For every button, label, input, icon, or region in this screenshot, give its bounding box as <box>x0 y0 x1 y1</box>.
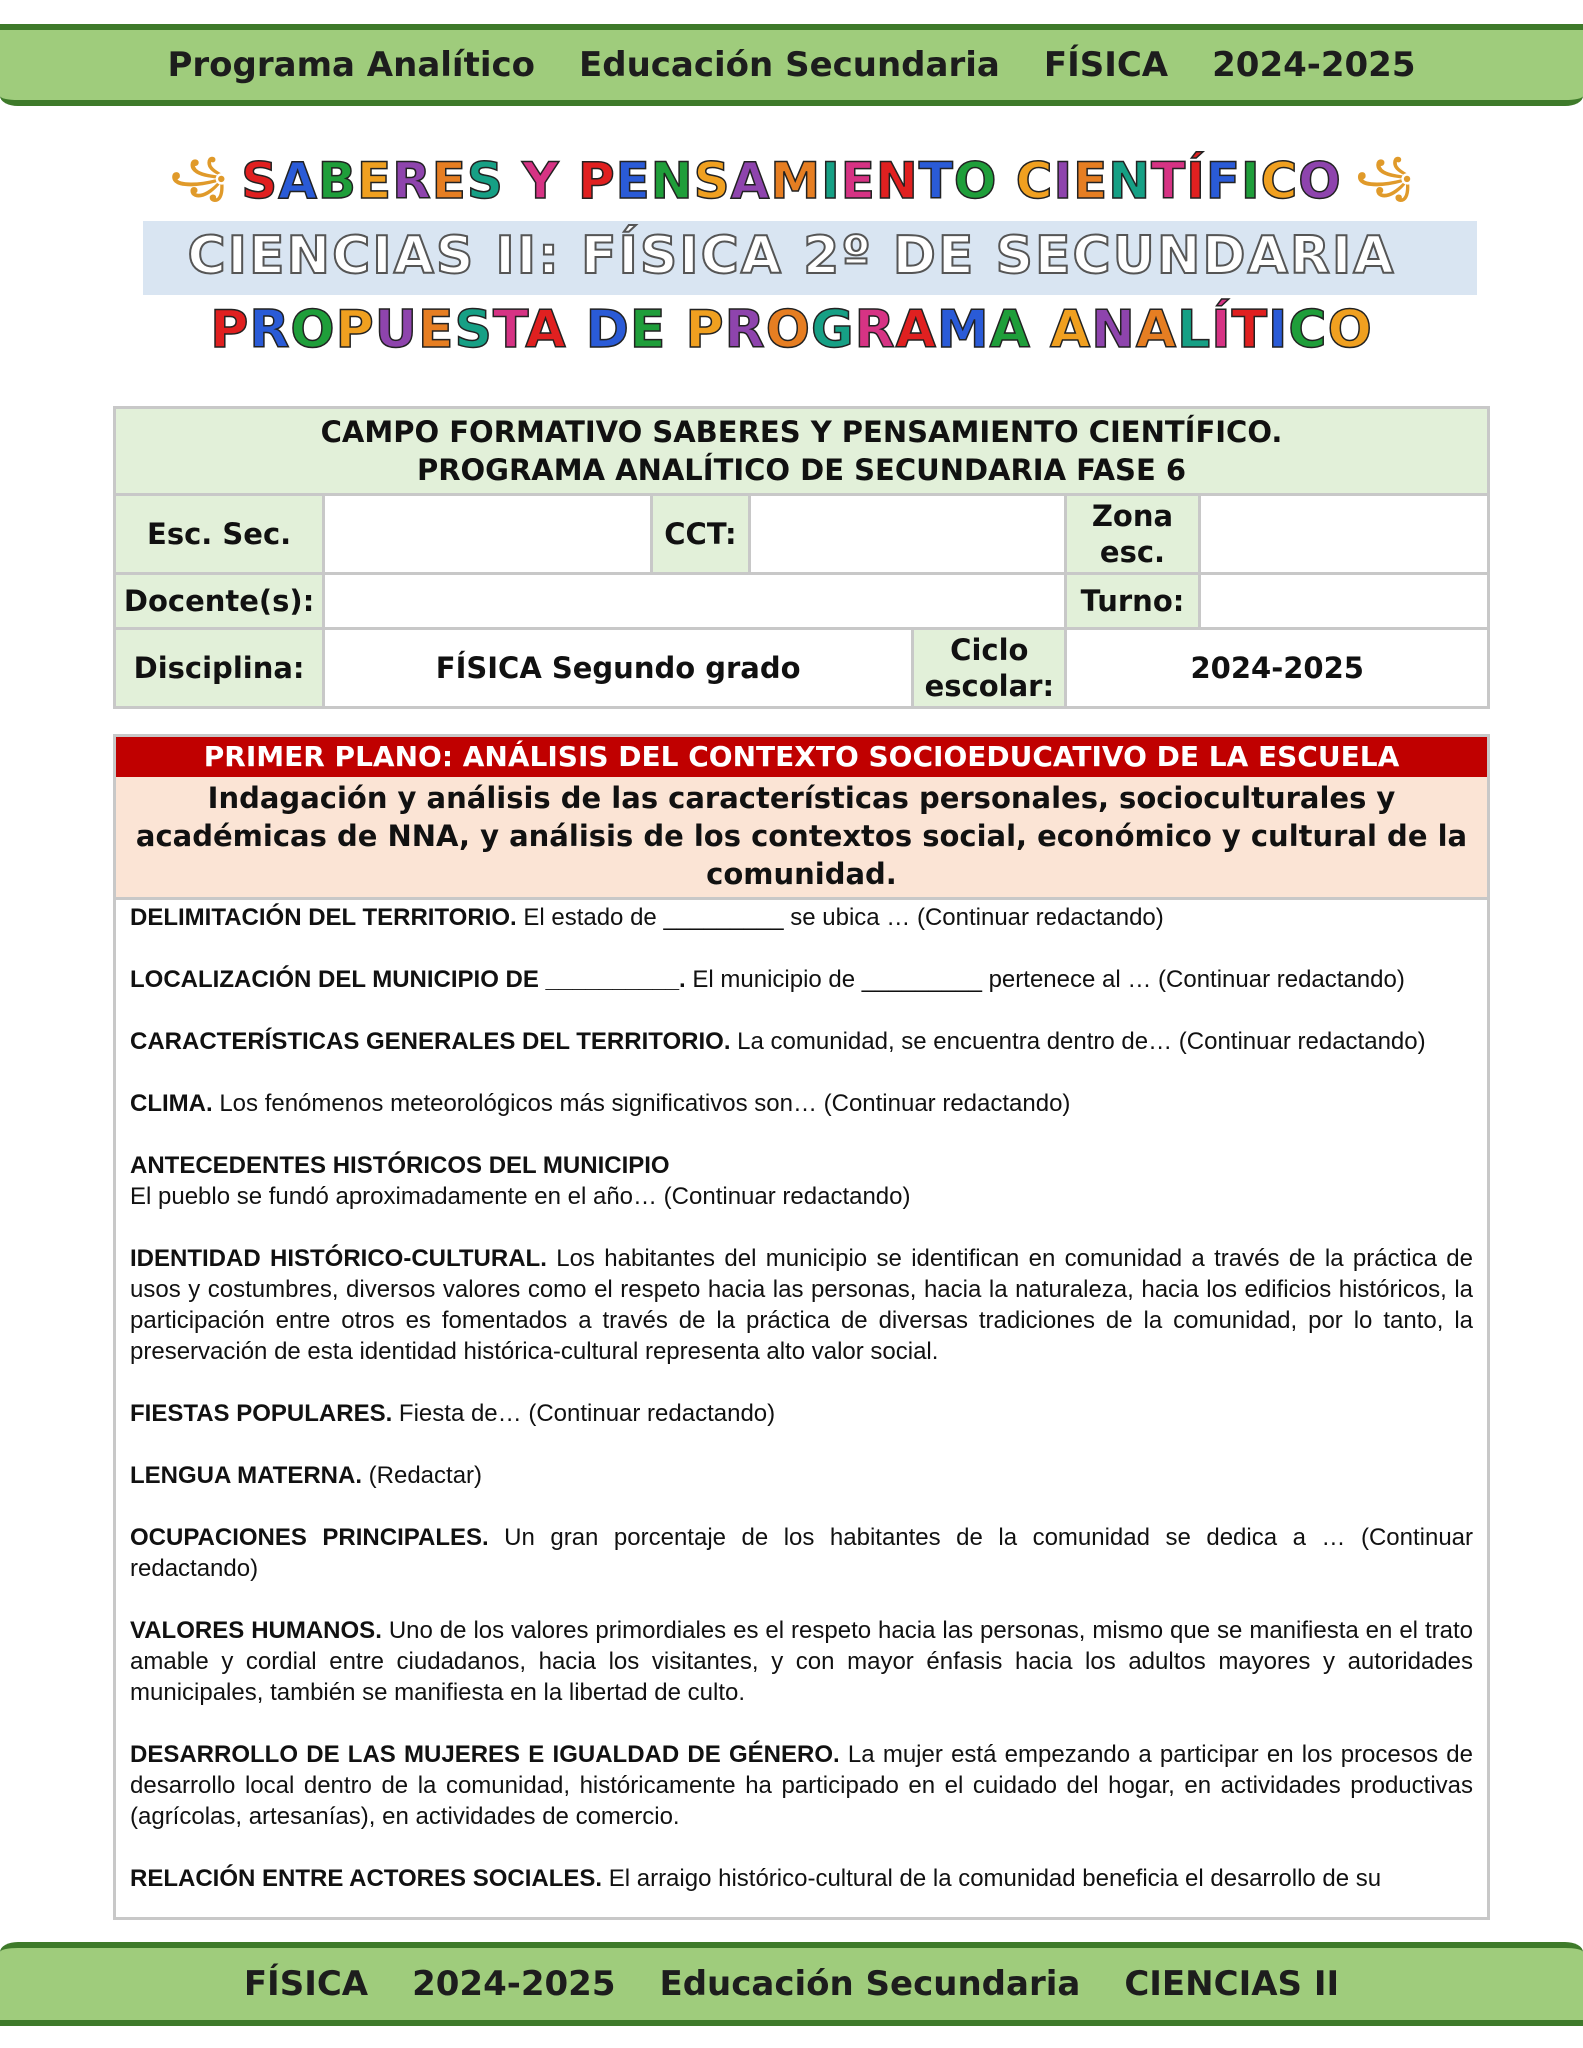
banner-item: Educación Secundaria <box>659 1964 1081 2004</box>
title-letter: A <box>525 300 567 360</box>
paragraph-fiestas <box>130 1398 1473 1429</box>
title-letter: P <box>335 300 375 360</box>
paragraph-lengua <box>130 1460 1473 1491</box>
zona-label-1: Zona <box>1091 499 1174 533</box>
title-letter: S <box>454 300 493 360</box>
title-letter: A <box>730 152 771 210</box>
title-line-1 <box>241 152 1342 210</box>
primer-plano-section <box>113 734 1490 1920</box>
ciclo-label-1: Ciclo <box>950 633 1029 667</box>
title-letter: N <box>650 152 694 210</box>
paragraph-heading: FIESTAS POPULARES. <box>130 1400 393 1427</box>
title-letter: R <box>854 300 896 360</box>
banner-item: 2024-2025 <box>412 1964 616 2004</box>
ciclo-label-2: escolar: <box>924 669 1055 703</box>
title-letter: I <box>1268 300 1289 360</box>
title-letter: N <box>875 152 919 210</box>
top-banner <box>0 24 1583 106</box>
paragraph-mujeres <box>130 1739 1473 1832</box>
title-letter: A <box>1050 300 1092 360</box>
primer-plano-title: PRIMER PLANO: ANÁLISIS DEL CONTEXTO SOCIOEDUCATIVO DE LA ESCUELA <box>116 737 1487 777</box>
ciclo-label <box>914 630 1064 706</box>
title-letter: A <box>895 300 937 360</box>
title-letter <box>504 152 522 210</box>
title-letter: E <box>1073 152 1109 210</box>
title-letter: C <box>1288 300 1328 360</box>
title-letter: N <box>1108 152 1152 210</box>
paragraph-heading: VALORES HUMANOS. <box>130 1617 382 1644</box>
title-letter: E <box>357 152 393 210</box>
primer-plano-subtitle: Indagación y análisis de las características personales, socioculturales y académicas de NNA, y análisis de los contextos social, económico y cultural de la comunidad. <box>116 777 1487 900</box>
title-letter: S <box>466 152 504 210</box>
title-letter: O <box>953 152 998 210</box>
zona-label-2: esc. <box>1099 535 1166 569</box>
paragraph-text: El pueblo se fundó aproximadamente en el año… (Continuar redactando) <box>130 1183 911 1210</box>
paragraph-text: Un gran porcentaje de los habitantes de la comunidad se dedica a … (Continuar redactando) <box>130 1524 1474 1582</box>
paragraph-text: Los fenómenos meteorológicos más significativos son… (Continuar redactando) <box>212 1090 1071 1117</box>
disciplina-label: Disciplina: <box>116 630 322 706</box>
banner-item: FÍSICA <box>1043 45 1169 85</box>
paragraph-delimitacion <box>130 902 1473 933</box>
title-letter: O <box>1298 152 1342 210</box>
title-letter <box>1031 300 1050 360</box>
paragraph-text: Uno de los valores primordiales es el respeto hacia las personas, mismo que se manifiesta en el trato amable y cordial entre ciudadanos, hacia los visitantes, y con mayor énfasis hacia los adultos mayores y autoridades municipales, también se manifiesta en la libertad de culto. <box>130 1617 1473 1706</box>
title-letter <box>666 300 685 360</box>
paragraph-heading: LOCALIZACIÓN DEL MUNICIPIO DE __________. <box>130 966 686 993</box>
paragraph-localizacion <box>130 964 1473 995</box>
title-letter: M <box>936 300 990 360</box>
title-letter: E <box>615 152 651 210</box>
paragraph-valores <box>130 1615 1473 1708</box>
paragraph-text: El arraigo histórico-cultural de la comunidad beneficia el desarrollo de su <box>602 1865 1382 1892</box>
banner-item: FÍSICA <box>243 1964 369 2004</box>
paragraph-heading: DELIMITACIÓN DEL TERRITORIO. <box>130 904 517 931</box>
docente-field[interactable] <box>325 575 1064 627</box>
paragraph-heading: OCUPACIONES PRINCIPALES. <box>130 1524 489 1551</box>
title-letter: I <box>1053 152 1074 210</box>
title-letter: P <box>577 152 616 210</box>
title-letter: A <box>278 152 318 210</box>
paragraph-heading: IDENTIDAD HISTÓRICO-CULTURAL. <box>130 1245 547 1272</box>
title-letter: C <box>1260 152 1299 210</box>
banner-item: CIENCIAS II <box>1124 1964 1340 2004</box>
paragraph-relacion <box>130 1863 1473 1894</box>
paragraph-heading: LENGUA MATERNA. <box>130 1462 362 1489</box>
title-letter: I <box>1240 152 1261 210</box>
cct-label: CCT: <box>653 496 747 572</box>
title-letter: T <box>492 300 526 360</box>
ornament-icon: ꧁ <box>169 156 228 197</box>
banner-item: Educación Secundaria <box>579 45 1000 85</box>
title-letter: U <box>374 300 418 360</box>
title-letter: B <box>317 152 358 210</box>
title-letter: L <box>1177 300 1212 360</box>
paragraph-ocupaciones <box>130 1522 1473 1584</box>
title-letter: I <box>821 152 841 210</box>
title-letter: E <box>431 152 467 210</box>
title-letter: E <box>840 152 876 210</box>
paragraph-heading: DESARROLLO DE LAS MUJERES E IGUALDAD DE GÉNERO. <box>130 1741 840 1768</box>
title-letter: O <box>765 300 811 360</box>
paragraph-identidad <box>130 1243 1473 1367</box>
title-letter: R <box>249 300 291 360</box>
title-letter: E <box>629 300 667 360</box>
paragraph-antecedentes <box>130 1150 1473 1212</box>
paragraph-text: La mujer está empezando a participar en los procesos de desarrollo local dentro de la comunidad, históricamente ha participado en el cuidado del hogar, en actividades productivas (agrícolas, artesanías), en actividades de comercio. <box>130 1741 1474 1830</box>
paragraph-clima <box>130 1088 1473 1119</box>
docente-label: Docente(s): <box>116 575 322 627</box>
paragraph-text: El estado de _________ se ubica … (Continuar redactando) <box>516 904 1164 931</box>
title-letter <box>560 152 578 210</box>
title-letter: E <box>417 300 455 360</box>
ornament-icon: ꧁ <box>1355 156 1414 197</box>
title-programa <box>0 300 1583 360</box>
paragraph-heading: CLIMA. <box>130 1090 213 1117</box>
disciplina-value: FÍSICA Segundo grado <box>325 630 911 706</box>
title-letter: C <box>1015 152 1054 210</box>
paragraph-text: El municipio de _________ pertenece al … (Continuar redactando) <box>685 966 1405 993</box>
cct-field[interactable] <box>751 496 1065 572</box>
title-letter: G <box>810 300 855 360</box>
title-letter: P <box>210 300 250 360</box>
paragraph-text: (Redactar) <box>361 1462 483 1489</box>
paragraph-heading: ANTECEDENTES HISTÓRICOS DEL MUNICIPIO <box>130 1152 670 1179</box>
paragraph-text: Los habitantes del municipio se identifican en comunidad a través de la práctica de usos y costumbres, diversos valores como el respeto hacia las personas, hacia la naturaleza, hacia los edificios históricos, la participación entre otros es fomentados a través de la práctica de diversas tradiciones de la comunidad, por lo tanto, la preservación de esta identidad histórica-cultural representa alto valor social. <box>130 1245 1473 1365</box>
title-letter: Í <box>1211 300 1232 360</box>
title-letter: R <box>724 300 766 360</box>
title-line-2: CIENCIAS II: FÍSICA 2º DE SECUNDARIA <box>187 226 1396 286</box>
title-letter: N <box>1091 300 1136 360</box>
paragraph-heading: RELACIÓN ENTRE ACTORES SOCIALES. <box>130 1865 603 1892</box>
primer-plano-content <box>116 900 1487 1894</box>
banner-item: Programa Analítico <box>167 45 535 85</box>
title-letter: O <box>290 300 336 360</box>
title-letter: A <box>1135 300 1178 360</box>
title-letter: Y <box>522 152 560 210</box>
title-letter: T <box>918 152 954 210</box>
table-header-line-2: PROGRAMA ANALÍTICO DE SECUNDARIA FASE 6 <box>416 453 1187 487</box>
table-header <box>116 409 1487 493</box>
title-letter: A <box>989 300 1031 360</box>
turno-label: Turno: <box>1067 575 1197 627</box>
title-saberes <box>0 148 1583 221</box>
title-letter: O <box>1327 300 1373 360</box>
title-letter <box>997 152 1015 210</box>
table-header-line-1: CAMPO FORMATIVO SABERES Y PENSAMIENTO CIENTÍFICO. <box>320 415 1283 449</box>
bottom-banner <box>0 1942 1583 2026</box>
banner-item: 2024-2025 <box>1212 45 1416 85</box>
paragraph-text: Fiesta de… (Continuar redactando) <box>392 1400 776 1427</box>
paragraph-text: La comunidad, se encuentra dentro de… (Continuar redactando) <box>730 1028 1426 1055</box>
title-letter: T <box>1151 152 1187 210</box>
title-letter: P <box>685 300 725 360</box>
esc-sec-field[interactable] <box>325 496 650 572</box>
title-line-3 <box>210 300 1373 360</box>
zona-label <box>1067 496 1197 572</box>
title-letter: S <box>241 152 279 210</box>
paragraph-heading: CARACTERÍSTICAS GENERALES DEL TERRITORIO. <box>130 1028 731 1055</box>
title-letter <box>567 300 586 360</box>
info-table <box>113 406 1490 709</box>
title-letter: F <box>1205 152 1241 210</box>
turno-field[interactable] <box>1201 575 1488 627</box>
esc-sec-label: Esc. Sec. <box>116 496 322 572</box>
ciclo-value: 2024-2025 <box>1067 630 1487 706</box>
title-letter: S <box>693 152 731 210</box>
paragraph-caracteristicas <box>130 1026 1473 1057</box>
title-letter: R <box>392 152 432 210</box>
title-letter: T <box>1231 300 1269 360</box>
title-letter: Í <box>1186 152 1206 210</box>
title-letter: D <box>585 300 630 360</box>
title-letter: M <box>770 152 822 210</box>
zona-field[interactable] <box>1201 496 1488 572</box>
